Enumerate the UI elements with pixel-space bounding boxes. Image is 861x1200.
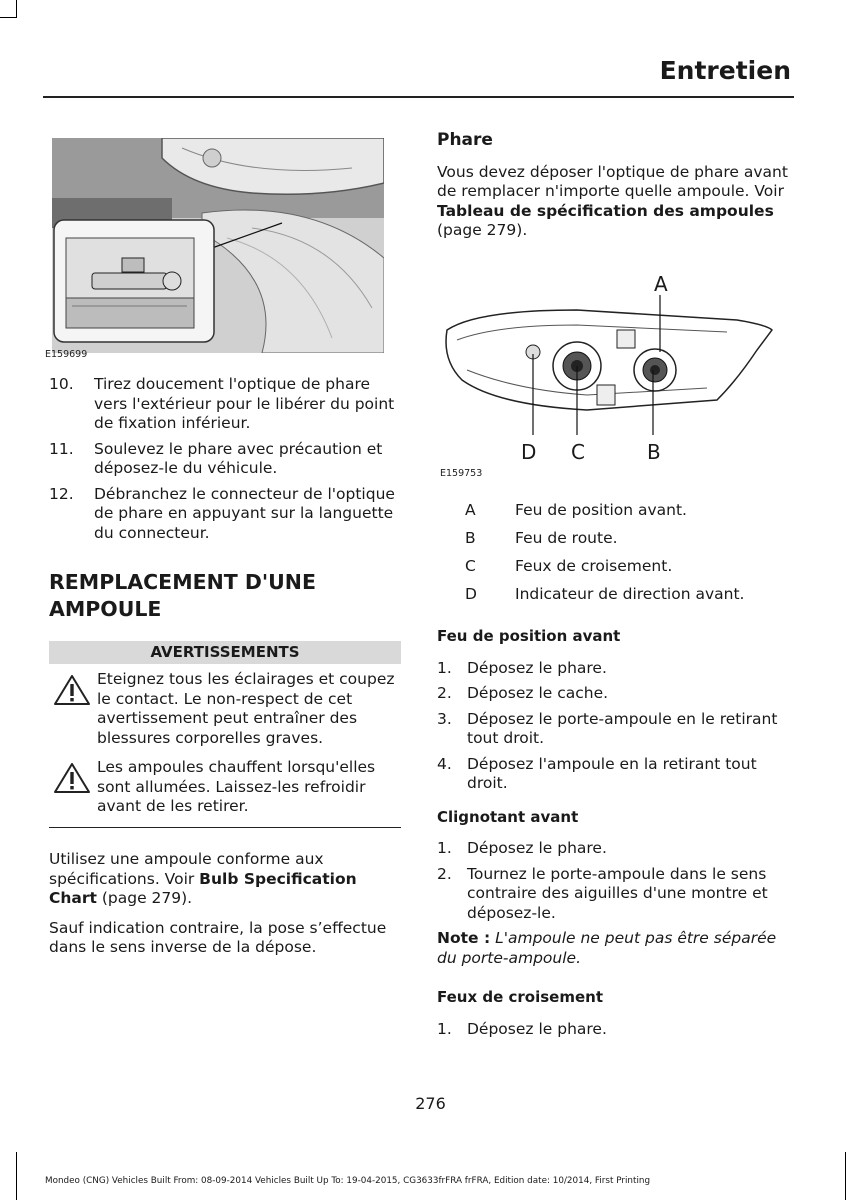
warnings-divider	[49, 827, 401, 829]
warning-text: Eteignez tous les éclairages et coupez le contact. Le non-respect de cet avertissement peut entraîner des blessures corporelles graves.	[97, 670, 395, 747]
note-label: Note :	[437, 929, 491, 947]
warning-triangle-icon	[53, 674, 91, 706]
headlamp-removal-figure	[52, 138, 384, 353]
paragraph-spec: Utilisez une ampoule conforme aux spécifications. Voir Bulb Specification Chart (page 279).	[49, 850, 357, 907]
feux-croisement-heading: Feux de croisement	[437, 988, 604, 1006]
phare-heading: Phare	[437, 130, 493, 150]
warnings-box	[49, 641, 401, 828]
header-rule	[43, 96, 794, 98]
list-item: 10. Tirez doucement l'optique de phare vers l'extérieur pour le libérer du point de fixation inférieur.	[49, 375, 395, 432]
right-column	[437, 131, 792, 251]
figure-2-code: E159753	[440, 468, 483, 479]
callout-label-b: B	[647, 440, 661, 464]
warning-text: Les ampoules chauffent lorsqu'elles sont allumées. Laissez-les refroidir avant de les retirer.	[97, 758, 376, 815]
list-item: 11. Soulevez le phare avec précaution et déposez-le du véhicule.	[49, 439, 383, 477]
feu-position-steps	[437, 659, 792, 794]
crop-mark-top-left-h	[0, 17, 17, 18]
list-item: 3. Déposez le porte-ampoule en le retirant tout droit.	[437, 709, 778, 747]
right-column-procedures	[437, 627, 792, 1045]
warnings-title: AVERTISSEMENTS	[49, 641, 401, 664]
clignotant-heading: Clignotant avant	[437, 807, 579, 826]
list-item: 2. Déposez le cache.	[437, 684, 609, 702]
list-item: 2. Tournez le porte-ampoule dans le sens contraire des aiguilles d'une montre et déposez-le.	[437, 864, 768, 922]
spec-chart-link[interactable]: Bulb Specification Chart	[49, 869, 357, 907]
feux-croisement-steps	[437, 1020, 792, 1040]
list-item: 1. Déposez le phare.	[437, 658, 607, 677]
list-item: 12. Débranchez le connecteur de l'optique de phare en appuyant sur la languette du connecteur.	[49, 484, 395, 542]
headlamp-bulbs-figure	[437, 270, 777, 470]
feu-position-heading: Feu de position avant	[437, 627, 621, 645]
note	[437, 929, 792, 968]
list-item: 4. Déposez l'ampoule en la retirant tout droit.	[437, 754, 757, 792]
callout-label-c: C	[571, 440, 585, 464]
headlamp-removal-illustration	[52, 138, 384, 353]
clignotant-steps	[437, 839, 792, 923]
list-item: 1. Déposez le phare.	[437, 839, 607, 857]
phare-paragraph: Vous devez déposer l'optique de phare avant de remplacer n'importe quelle ampoule. Voir Tableau de spécification des ampoules (page 279).	[437, 162, 788, 239]
headlamp-rear-illustration	[437, 270, 777, 470]
warning-item	[49, 758, 401, 817]
warning-triangle-icon	[53, 762, 91, 794]
callout-label-d: D	[521, 440, 537, 464]
crop-mark-bottom-right-v	[845, 1152, 846, 1200]
left-column	[49, 375, 401, 968]
crop-mark-bottom-left-v	[16, 1152, 17, 1200]
crop-mark-top-left-v	[16, 0, 17, 18]
figure-1-code: E159699	[45, 349, 88, 360]
paragraph-install: Sauf indication contraire, la pose s’effectue dans le sens inverse de la dépose.	[49, 918, 387, 956]
note-text: L'ampoule ne peut pas être séparée du porte-ampoule.	[437, 929, 777, 967]
page-header-title: Entretien	[659, 56, 791, 85]
page-number: 276	[415, 1094, 446, 1113]
list-item: 1. Déposez le phare.	[437, 1019, 607, 1038]
removal-steps	[49, 375, 401, 543]
warning-item	[49, 670, 401, 748]
footer-text: Mondeo (CNG) Vehicles Built From: 08-09-2014 Vehicles Built Up To: 19-04-2015, CG3633frFRA frFRA, Edition date: 10/2014, First Printing	[45, 1176, 651, 1186]
bulb-table-link[interactable]: Tableau de spécification des ampoules	[437, 201, 774, 220]
callout-label-a: A	[654, 272, 668, 296]
section-title: REMPLACEMENT D'UNE AMPOULE	[49, 570, 316, 621]
